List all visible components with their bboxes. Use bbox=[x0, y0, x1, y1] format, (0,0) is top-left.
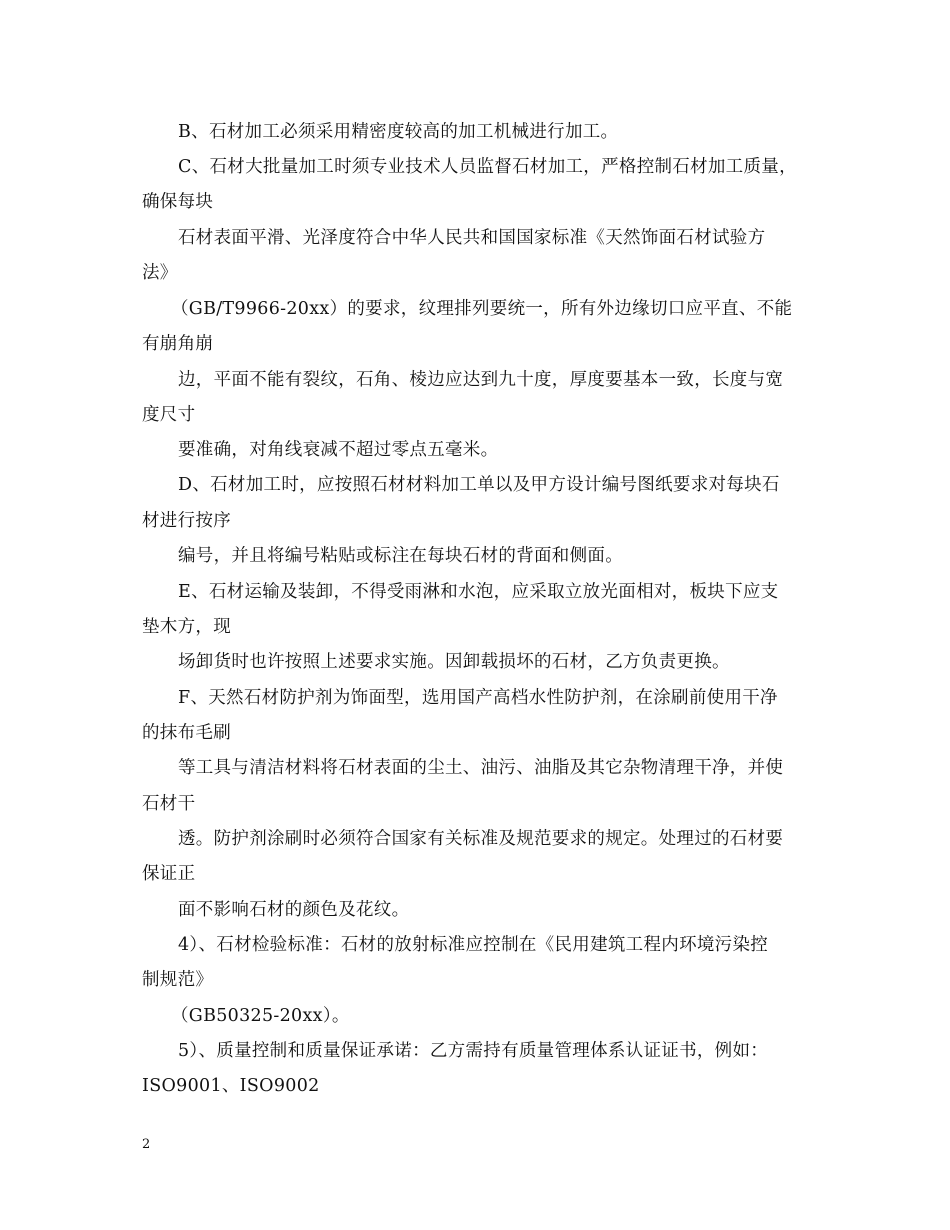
page-number: 2 bbox=[142, 1137, 151, 1152]
text-line: （GB50325-20xx）。 bbox=[171, 1006, 350, 1026]
text-line: B、石材加工必须采用精密度较高的加工机械进行加工。 bbox=[178, 122, 619, 142]
text-line: 度尺寸 bbox=[142, 405, 196, 425]
text-line: 有崩角崩 bbox=[142, 334, 214, 354]
text-line: 4）、石材检验标准：石材的放射标准应控制在《民用建筑工程内环境污染控 bbox=[178, 935, 769, 955]
text-line: 透。防护剂涂刷时必须符合国家有关标准及规范要求的规定。处理过的石材要 bbox=[178, 829, 784, 849]
text-line: F、天然石材防护剂为饰面型，选用国产高档水性防护剂，在涂刷前使用干净 bbox=[178, 688, 778, 708]
text-line: 保证正 bbox=[142, 864, 196, 884]
text-line: D、石材加工时，应按照石材材料加工单以及甲方设计编号图纸要求对每块石 bbox=[178, 475, 780, 495]
text-line: （GB/T9966-20xx）的要求，纹理排列要统一，所有外边缘切口应平直、不能 bbox=[171, 299, 793, 319]
text-line: 确保每块 bbox=[142, 192, 214, 212]
text-line: ISO9001、ISO9002 bbox=[142, 1076, 320, 1096]
text-line: 等工具与清洁材料将石材表面的尘土、油污、油脂及其它杂物清理干净，并使 bbox=[178, 758, 784, 778]
text-line: 编号，并且将编号粘贴或标注在每块石材的背面和侧面。 bbox=[178, 546, 623, 566]
text-line: C、石材大批量加工时须专业技术人员监督石材加工，严格控制石材加工质量， bbox=[178, 157, 797, 177]
text-line: 要准确，对角线衰减不超过零点五毫米。 bbox=[178, 440, 499, 460]
text-line: 石材表面平滑、光泽度符合中华人民共和国国家标准《天然饰面石材试验方 bbox=[178, 228, 766, 248]
text-line: 场卸货时也许按照上述要求实施。因卸载损坏的石材，乙方负责更换。 bbox=[178, 652, 730, 672]
text-line: E、石材运输及装卸，不得受雨淋和水泡，应采取立放光面相对，板块下应支 bbox=[178, 582, 779, 602]
text-line: 垫木方，现 bbox=[142, 617, 231, 637]
text-line: 的抹布毛刷 bbox=[142, 723, 231, 743]
text-line: 5）、质量控制和质量保证承诺：乙方需持有质量管理体系认证证书，例如： bbox=[178, 1041, 769, 1061]
text-line: 边，平面不能有裂纹，石角、棱边应达到九十度，厚度要基本一致，长度与宽 bbox=[178, 370, 784, 390]
text-line: 石材干 bbox=[142, 794, 196, 814]
text-line: 面不影响石材的颜色及花纹。 bbox=[178, 900, 410, 920]
text-line: 法》 bbox=[142, 263, 178, 283]
text-line: 材进行按序 bbox=[142, 511, 231, 531]
text-line: 制规范》 bbox=[142, 970, 214, 990]
